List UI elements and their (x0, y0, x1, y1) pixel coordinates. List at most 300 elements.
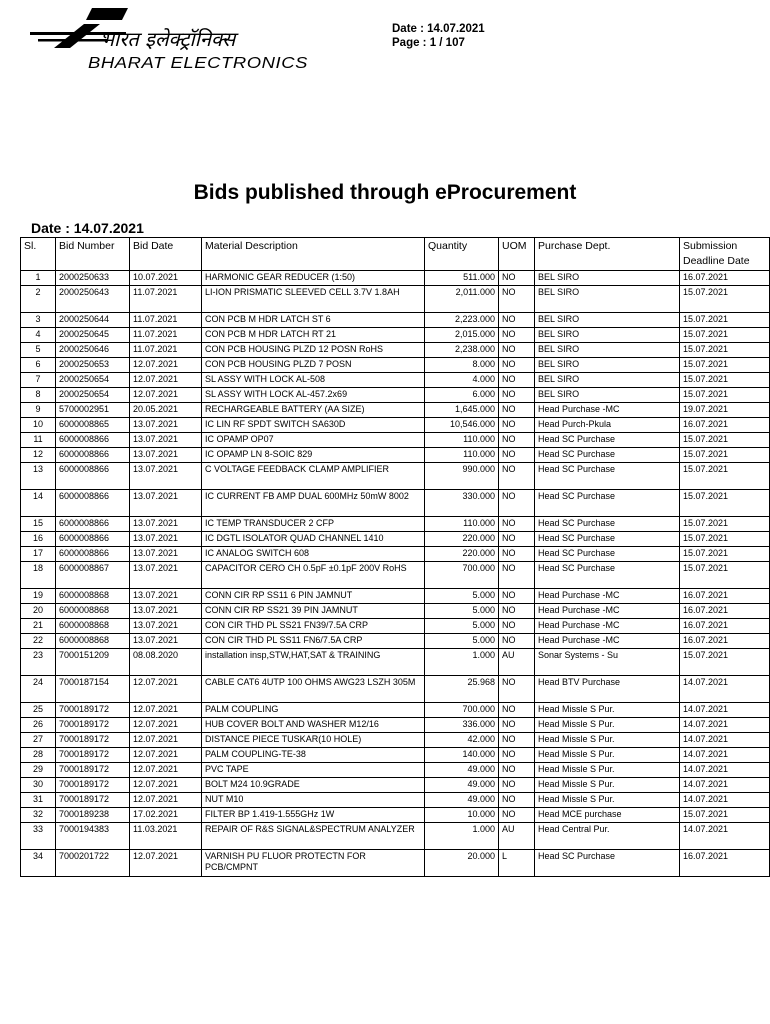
cell-sl: 5 (21, 343, 56, 358)
cell-material-description: IC CURRENT FB AMP DUAL 600MHz 50mW 8002 (202, 490, 425, 517)
cell-uom: NO (499, 718, 535, 733)
cell-purchase-dept: Head SC Purchase (535, 463, 680, 490)
cell-bid-number: 7000187154 (56, 676, 130, 703)
cell-purchase-dept: Head Purchase -MC (535, 604, 680, 619)
cell-purchase-dept: Head Purchase -MC (535, 619, 680, 634)
cell-submission-deadline: 15.07.2021 (680, 388, 770, 403)
cell-bid-date: 12.07.2021 (130, 850, 202, 877)
cell-uom: NO (499, 748, 535, 763)
cell-bid-date: 13.07.2021 (130, 589, 202, 604)
table-row (21, 313, 770, 328)
cell-material-description: installation insp,STW,HAT,SAT & TRAINING (202, 649, 425, 676)
table-row (21, 286, 770, 313)
cell-quantity: 1.000 (425, 649, 499, 676)
cell-material-description: REPAIR OF R&S SIGNAL&SPECTRUM ANALYZER (202, 823, 425, 850)
cell-uom: NO (499, 562, 535, 589)
cell-bid-date: 12.07.2021 (130, 358, 202, 373)
cell-bid-number: 7000194383 (56, 823, 130, 850)
cell-material-description: IC OPAMP OP07 (202, 433, 425, 448)
cell-quantity: 5.000 (425, 604, 499, 619)
cell-purchase-dept: BEL SIRO (535, 328, 680, 343)
cell-submission-deadline: 15.07.2021 (680, 532, 770, 547)
cell-quantity: 8.000 (425, 358, 499, 373)
cell-sl: 32 (21, 808, 56, 823)
cell-quantity: 700.000 (425, 562, 499, 589)
cell-quantity: 220.000 (425, 547, 499, 562)
cell-submission-deadline: 14.07.2021 (680, 778, 770, 793)
cell-bid-date: 13.07.2021 (130, 448, 202, 463)
cell-material-description: HARMONIC GEAR REDUCER (1:50) (202, 271, 425, 286)
col-header-submission-deadline: Submission Deadline Date (680, 238, 770, 271)
cell-submission-deadline: 14.07.2021 (680, 703, 770, 718)
cell-sl: 8 (21, 388, 56, 403)
cell-material-description: LI-ION PRISMATIC SLEEVED CELL 3.7V 1.8AH (202, 286, 425, 313)
cell-bid-date: 11.03.2021 (130, 823, 202, 850)
cell-bid-date: 12.07.2021 (130, 373, 202, 388)
cell-submission-deadline: 15.07.2021 (680, 463, 770, 490)
cell-material-description: CON PCB M HDR LATCH RT 21 (202, 328, 425, 343)
logo-english-text: BHARAT ELECTRONICS (88, 55, 308, 72)
bel-logo (30, 4, 350, 76)
cell-sl: 22 (21, 634, 56, 649)
cell-submission-deadline: 15.07.2021 (680, 343, 770, 358)
cell-sl: 3 (21, 313, 56, 328)
cell-purchase-dept: Head Missle S Pur. (535, 778, 680, 793)
cell-quantity: 110.000 (425, 517, 499, 532)
cell-submission-deadline: 16.07.2021 (680, 604, 770, 619)
cell-bid-number: 6000008868 (56, 589, 130, 604)
cell-quantity: 10,546.000 (425, 418, 499, 433)
cell-bid-number: 6000008866 (56, 547, 130, 562)
cell-bid-date: 17.02.2021 (130, 808, 202, 823)
cell-sl: 9 (21, 403, 56, 418)
cell-quantity: 2,223.000 (425, 313, 499, 328)
cell-quantity: 5.000 (425, 589, 499, 604)
cell-quantity: 25.968 (425, 676, 499, 703)
cell-bid-date: 11.07.2021 (130, 286, 202, 313)
cell-material-description: IC ANALOG SWITCH 608 (202, 547, 425, 562)
cell-sl: 20 (21, 604, 56, 619)
cell-sl: 2 (21, 286, 56, 313)
cell-uom: NO (499, 517, 535, 532)
cell-bid-date: 13.07.2021 (130, 433, 202, 448)
cell-bid-number: 6000008865 (56, 418, 130, 433)
cell-purchase-dept: BEL SIRO (535, 373, 680, 388)
cell-bid-date: 13.07.2021 (130, 604, 202, 619)
table-row (21, 793, 770, 808)
cell-material-description: CONN CIR RP SS11 6 PIN JAMNUT (202, 589, 425, 604)
cell-material-description: CON PCB HOUSING PLZD 7 POSN (202, 358, 425, 373)
cell-bid-date: 13.07.2021 (130, 562, 202, 589)
cell-purchase-dept: Head Missle S Pur. (535, 703, 680, 718)
cell-submission-deadline: 19.07.2021 (680, 403, 770, 418)
cell-sl: 10 (21, 418, 56, 433)
cell-sl: 17 (21, 547, 56, 562)
col-header-purchase-dept: Purchase Dept. (535, 238, 680, 271)
cell-submission-deadline: 15.07.2021 (680, 358, 770, 373)
cell-submission-deadline: 15.07.2021 (680, 649, 770, 676)
table-row (21, 703, 770, 718)
cell-bid-number: 6000008867 (56, 562, 130, 589)
table-row (21, 850, 770, 877)
cell-bid-date: 13.07.2021 (130, 490, 202, 517)
cell-purchase-dept: BEL SIRO (535, 388, 680, 403)
cell-uom: NO (499, 733, 535, 748)
cell-submission-deadline: 16.07.2021 (680, 589, 770, 604)
cell-submission-deadline: 15.07.2021 (680, 286, 770, 313)
cell-material-description: NUT M10 (202, 793, 425, 808)
cell-uom: NO (499, 286, 535, 313)
table-row (21, 388, 770, 403)
cell-quantity: 2,011.000 (425, 286, 499, 313)
table-row (21, 619, 770, 634)
cell-material-description: RECHARGEABLE BATTERY (AA SIZE) (202, 403, 425, 418)
table-header-row (21, 238, 770, 271)
cell-material-description: SL ASSY WITH LOCK AL-457.2x69 (202, 388, 425, 403)
cell-bid-date: 12.07.2021 (130, 778, 202, 793)
cell-bid-date: 13.07.2021 (130, 418, 202, 433)
table-row (21, 418, 770, 433)
table-row (21, 763, 770, 778)
col-header-bid-date: Bid Date (130, 238, 202, 271)
table-row (21, 547, 770, 562)
cell-bid-number: 6000008866 (56, 490, 130, 517)
cell-submission-deadline: 15.07.2021 (680, 313, 770, 328)
table-row (21, 634, 770, 649)
cell-bid-date: 20.05.2021 (130, 403, 202, 418)
cell-quantity: 990.000 (425, 463, 499, 490)
cell-uom: NO (499, 373, 535, 388)
cell-submission-deadline: 14.07.2021 (680, 748, 770, 763)
cell-bid-number: 5700002951 (56, 403, 130, 418)
cell-uom: NO (499, 547, 535, 562)
cell-submission-deadline: 14.07.2021 (680, 718, 770, 733)
cell-sl: 18 (21, 562, 56, 589)
cell-quantity: 330.000 (425, 490, 499, 517)
cell-bid-number: 2000250643 (56, 286, 130, 313)
cell-bid-date: 12.07.2021 (130, 676, 202, 703)
cell-bid-date: 13.07.2021 (130, 619, 202, 634)
cell-material-description: IC DGTL ISOLATOR QUAD CHANNEL 1410 (202, 532, 425, 547)
cell-sl: 23 (21, 649, 56, 676)
cell-uom: NO (499, 328, 535, 343)
cell-bid-number: 7000189238 (56, 808, 130, 823)
cell-bid-date: 13.07.2021 (130, 532, 202, 547)
cell-submission-deadline: 15.07.2021 (680, 490, 770, 517)
cell-submission-deadline: 15.07.2021 (680, 517, 770, 532)
cell-uom: NO (499, 418, 535, 433)
table-row (21, 589, 770, 604)
cell-bid-date: 12.07.2021 (130, 388, 202, 403)
cell-submission-deadline: 15.07.2021 (680, 562, 770, 589)
cell-bid-number: 6000008866 (56, 517, 130, 532)
table-row (21, 562, 770, 589)
cell-bid-date: 12.07.2021 (130, 748, 202, 763)
cell-purchase-dept: Head SC Purchase (535, 850, 680, 877)
cell-material-description: VARNISH PU FLUOR PROTECTN FOR PCB/CMPNT (202, 850, 425, 877)
cell-uom: NO (499, 676, 535, 703)
cell-quantity: 5.000 (425, 634, 499, 649)
cell-purchase-dept: Head Purchase -MC (535, 589, 680, 604)
cell-quantity: 336.000 (425, 718, 499, 733)
cell-bid-number: 2000250654 (56, 388, 130, 403)
cell-bid-date: 12.07.2021 (130, 733, 202, 748)
table-row (21, 463, 770, 490)
table-row (21, 823, 770, 850)
cell-sl: 4 (21, 328, 56, 343)
col-header-material-description: Material Description (202, 238, 425, 271)
cell-purchase-dept: Head SC Purchase (535, 532, 680, 547)
cell-sl: 6 (21, 358, 56, 373)
col-header-uom: UOM (499, 238, 535, 271)
cell-submission-deadline: 16.07.2021 (680, 271, 770, 286)
bids-table (20, 237, 770, 877)
cell-purchase-dept: Head Purchase -MC (535, 634, 680, 649)
cell-bid-number: 2000250653 (56, 358, 130, 373)
cell-bid-date: 12.07.2021 (130, 793, 202, 808)
cell-sl: 1 (21, 271, 56, 286)
cell-sl: 29 (21, 763, 56, 778)
cell-bid-number: 2000250645 (56, 328, 130, 343)
cell-bid-date: 11.07.2021 (130, 313, 202, 328)
table-row (21, 448, 770, 463)
cell-bid-date: 11.07.2021 (130, 328, 202, 343)
cell-uom: NO (499, 313, 535, 328)
cell-sl: 7 (21, 373, 56, 388)
cell-material-description: SL ASSY WITH LOCK AL-508 (202, 373, 425, 388)
cell-uom: NO (499, 358, 535, 373)
cell-quantity: 6.000 (425, 388, 499, 403)
cell-purchase-dept: Head SC Purchase (535, 517, 680, 532)
cell-uom: NO (499, 448, 535, 463)
cell-quantity: 49.000 (425, 778, 499, 793)
page-title: Bids published through eProcurement (193, 181, 577, 204)
cell-bid-number: 2000250644 (56, 313, 130, 328)
table-row (21, 328, 770, 343)
cell-bid-date: 08.08.2020 (130, 649, 202, 676)
cell-purchase-dept: Head BTV Purchase (535, 676, 680, 703)
cell-purchase-dept: Head MCE purchase (535, 808, 680, 823)
cell-uom: NO (499, 808, 535, 823)
table-row (21, 649, 770, 676)
cell-purchase-dept: Head Missle S Pur. (535, 718, 680, 733)
report-date: Date : 14.07.2021 (31, 220, 144, 236)
cell-purchase-dept: BEL SIRO (535, 286, 680, 313)
cell-sl: 11 (21, 433, 56, 448)
cell-bid-number: 7000189172 (56, 703, 130, 718)
cell-purchase-dept: Head Missle S Pur. (535, 748, 680, 763)
cell-sl: 27 (21, 733, 56, 748)
cell-purchase-dept: BEL SIRO (535, 271, 680, 286)
cell-submission-deadline: 15.07.2021 (680, 433, 770, 448)
cell-material-description: CON CIR THD PL SS11 FN6/7.5A CRP (202, 634, 425, 649)
col-header-bid-number: Bid Number (56, 238, 130, 271)
cell-submission-deadline: 15.07.2021 (680, 448, 770, 463)
cell-purchase-dept: BEL SIRO (535, 358, 680, 373)
cell-quantity: 20.000 (425, 850, 499, 877)
cell-bid-date: 12.07.2021 (130, 718, 202, 733)
cell-submission-deadline: 15.07.2021 (680, 808, 770, 823)
table-row (21, 604, 770, 619)
cell-purchase-dept: Head Purchase -MC (535, 403, 680, 418)
cell-bid-date: 13.07.2021 (130, 463, 202, 490)
cell-sl: 14 (21, 490, 56, 517)
cell-quantity: 42.000 (425, 733, 499, 748)
table-row (21, 271, 770, 286)
cell-sl: 21 (21, 619, 56, 634)
cell-submission-deadline: 14.07.2021 (680, 733, 770, 748)
cell-bid-number: 7000151209 (56, 649, 130, 676)
cell-sl: 25 (21, 703, 56, 718)
cell-sl: 12 (21, 448, 56, 463)
cell-sl: 34 (21, 850, 56, 877)
cell-uom: NO (499, 634, 535, 649)
cell-quantity: 10.000 (425, 808, 499, 823)
cell-quantity: 49.000 (425, 763, 499, 778)
cell-sl: 33 (21, 823, 56, 850)
cell-quantity: 700.000 (425, 703, 499, 718)
header-date: Date : 14.07.2021 (392, 23, 485, 35)
table-row (21, 343, 770, 358)
cell-purchase-dept: BEL SIRO (535, 313, 680, 328)
cell-sl: 26 (21, 718, 56, 733)
cell-sl: 15 (21, 517, 56, 532)
cell-material-description: IC TEMP TRANSDUCER 2 CFP (202, 517, 425, 532)
cell-bid-number: 6000008868 (56, 634, 130, 649)
cell-bid-number: 2000250633 (56, 271, 130, 286)
cell-material-description: PALM COUPLING-TE-38 (202, 748, 425, 763)
cell-bid-number: 6000008866 (56, 463, 130, 490)
cell-sl: 16 (21, 532, 56, 547)
cell-sl: 30 (21, 778, 56, 793)
cell-sl: 13 (21, 463, 56, 490)
cell-uom: NO (499, 403, 535, 418)
cell-purchase-dept: Head Central Pur. (535, 823, 680, 850)
table-row (21, 676, 770, 703)
cell-submission-deadline: 16.07.2021 (680, 619, 770, 634)
cell-quantity: 5.000 (425, 619, 499, 634)
table-row (21, 748, 770, 763)
cell-purchase-dept: Head Missle S Pur. (535, 793, 680, 808)
cell-quantity: 511.000 (425, 271, 499, 286)
cell-bid-number: 7000189172 (56, 778, 130, 793)
cell-bid-number: 6000008868 (56, 619, 130, 634)
cell-submission-deadline: 15.07.2021 (680, 373, 770, 388)
cell-uom: NO (499, 490, 535, 517)
cell-quantity: 110.000 (425, 433, 499, 448)
cell-quantity: 49.000 (425, 793, 499, 808)
cell-uom: NO (499, 604, 535, 619)
cell-material-description: HUB COVER BOLT AND WASHER M12/16 (202, 718, 425, 733)
cell-material-description: CONN CIR RP SS21 39 PIN JAMNUT (202, 604, 425, 619)
cell-uom: NO (499, 778, 535, 793)
cell-quantity: 1.000 (425, 823, 499, 850)
cell-material-description: IC LIN RF SPDT SWITCH SA630D (202, 418, 425, 433)
cell-purchase-dept: BEL SIRO (535, 343, 680, 358)
cell-material-description: CABLE CAT6 4UTP 100 OHMS AWG23 LSZH 305M (202, 676, 425, 703)
table-row (21, 490, 770, 517)
logo-hindi-text: भारत इलेक्ट्रॉनिक्स (100, 27, 236, 51)
cell-purchase-dept: Head SC Purchase (535, 448, 680, 463)
cell-quantity: 140.000 (425, 748, 499, 763)
cell-bid-number: 7000189172 (56, 763, 130, 778)
cell-sl: 28 (21, 748, 56, 763)
cell-uom: NO (499, 793, 535, 808)
cell-material-description: C VOLTAGE FEEDBACK CLAMP AMPLIFIER (202, 463, 425, 490)
table-row (21, 532, 770, 547)
cell-material-description: FILTER BP 1.419-1.555GHz 1W (202, 808, 425, 823)
table-row (21, 403, 770, 418)
table-row (21, 433, 770, 448)
cell-uom: NO (499, 589, 535, 604)
cell-material-description: DISTANCE PIECE TUSKAR(10 HOLE) (202, 733, 425, 748)
cell-purchase-dept: Head SC Purchase (535, 433, 680, 448)
cell-bid-date: 13.07.2021 (130, 517, 202, 532)
cell-material-description: PVC TAPE (202, 763, 425, 778)
cell-bid-number: 7000189172 (56, 793, 130, 808)
cell-uom: AU (499, 649, 535, 676)
cell-purchase-dept: Head SC Purchase (535, 562, 680, 589)
cell-bid-number: 6000008866 (56, 448, 130, 463)
cell-bid-number: 2000250654 (56, 373, 130, 388)
cell-uom: NO (499, 388, 535, 403)
cell-material-description: IC OPAMP LN 8-SOIC 829 (202, 448, 425, 463)
cell-purchase-dept: Head SC Purchase (535, 547, 680, 562)
cell-bid-date: 12.07.2021 (130, 703, 202, 718)
cell-submission-deadline: 14.07.2021 (680, 676, 770, 703)
cell-submission-deadline: 15.07.2021 (680, 547, 770, 562)
table-row (21, 718, 770, 733)
cell-quantity: 2,238.000 (425, 343, 499, 358)
table-row (21, 808, 770, 823)
cell-material-description: CON CIR THD PL SS21 FN39/7.5A CRP (202, 619, 425, 634)
cell-sl: 19 (21, 589, 56, 604)
cell-bid-date: 13.07.2021 (130, 547, 202, 562)
cell-quantity: 1,645.000 (425, 403, 499, 418)
cell-material-description: PALM COUPLING (202, 703, 425, 718)
cell-quantity: 110.000 (425, 448, 499, 463)
cell-material-description: BOLT M24 10.9GRADE (202, 778, 425, 793)
cell-bid-number: 7000201722 (56, 850, 130, 877)
cell-quantity: 220.000 (425, 532, 499, 547)
cell-bid-number: 7000189172 (56, 718, 130, 733)
cell-bid-number: 2000250646 (56, 343, 130, 358)
cell-bid-date: 13.07.2021 (130, 634, 202, 649)
table-row (21, 517, 770, 532)
cell-uom: NO (499, 463, 535, 490)
cell-sl: 24 (21, 676, 56, 703)
cell-uom: L (499, 850, 535, 877)
cell-submission-deadline: 16.07.2021 (680, 850, 770, 877)
table-row (21, 733, 770, 748)
cell-bid-number: 7000189172 (56, 733, 130, 748)
table-row (21, 358, 770, 373)
cell-purchase-dept: Head Missle S Pur. (535, 763, 680, 778)
cell-purchase-dept: Head Missle S Pur. (535, 733, 680, 748)
cell-uom: NO (499, 271, 535, 286)
col-header-quantity: Quantity (425, 238, 499, 271)
cell-submission-deadline: 14.07.2021 (680, 763, 770, 778)
col-header-sl: Sl. (21, 238, 56, 271)
cell-bid-date: 12.07.2021 (130, 763, 202, 778)
header-meta (392, 22, 485, 50)
table-row (21, 373, 770, 388)
cell-uom: NO (499, 619, 535, 634)
cell-material-description: CAPACITOR CERO CH 0.5pF ±0.1pF 200V RoHS (202, 562, 425, 589)
cell-submission-deadline: 15.07.2021 (680, 328, 770, 343)
cell-quantity: 2,015.000 (425, 328, 499, 343)
cell-purchase-dept: Sonar Systems - Su (535, 649, 680, 676)
